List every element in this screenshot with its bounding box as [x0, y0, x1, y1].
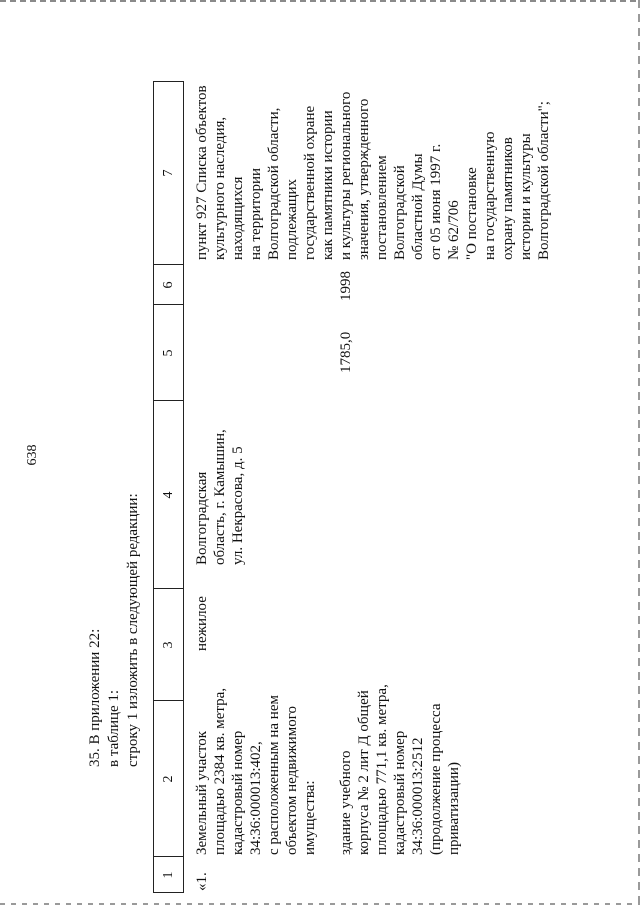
table-header-7: 7: [161, 169, 176, 177]
table-header-5: 5: [161, 349, 176, 357]
note-line: подлежащих: [284, 179, 300, 260]
note-line: от 05 июня 1997 г.: [428, 143, 444, 260]
note-line: № 62/706: [446, 200, 462, 260]
description-line: объектом недвижимого: [284, 706, 300, 855]
note-line: Волгоградской: [392, 165, 408, 260]
note-line: истории и культуры: [518, 133, 534, 260]
table-col-border-3: [153, 588, 183, 589]
description-line: корпуса № 2 лит Д общей: [356, 690, 372, 855]
table-col-border-6: [153, 264, 183, 265]
note-line: пункт 927 Списка объектов: [194, 85, 210, 260]
description-line: 34:36:000013:402,: [248, 741, 264, 855]
table-col-border-2: [153, 700, 183, 701]
table-col-border-4: [153, 400, 183, 401]
note-line: охрану памятников: [500, 137, 516, 260]
table-border-top: [153, 81, 154, 893]
table-header-6: 6: [161, 281, 176, 289]
table-col-border-1: [153, 856, 183, 857]
table-header-4: 4: [161, 491, 176, 499]
note-line: как памятники истории: [320, 110, 336, 260]
description-line: кадастровый номер: [230, 730, 246, 855]
table-header-separator: [183, 81, 184, 893]
description-line: имущества:: [302, 780, 318, 855]
description-line: кадастровый номер: [392, 730, 408, 855]
intro-line-3: строку 1 изложить в следующей редакции:: [125, 493, 141, 767]
note-line: культурного наследия,: [212, 116, 228, 260]
description-line: площадью 2384 кв. метра,: [212, 687, 228, 855]
table-col-border-7: [153, 81, 183, 82]
description-line: приватизации): [446, 762, 462, 855]
table-header-3: 3: [161, 641, 176, 649]
note-line: областной Думы: [410, 153, 426, 260]
description-line: Земельный участок: [194, 730, 210, 855]
note-line: значения, утвержденного: [356, 98, 372, 260]
note-line: Волгоградской области,: [266, 107, 282, 260]
note-line: на государственную: [482, 131, 498, 260]
note-line: и культуры регионального: [338, 91, 354, 260]
table-col-border-5: [153, 304, 183, 305]
note-line: Волгоградской области";: [536, 101, 552, 260]
description-line: 34:36:000013:2512: [410, 737, 426, 855]
note-line: "О постановке: [464, 167, 480, 260]
note-line: государственной охране: [302, 105, 318, 260]
table-header-1: 1: [161, 871, 176, 879]
note-line: находящихся: [230, 176, 246, 260]
description-line: здание учебного: [338, 750, 354, 855]
note-line: на территории: [248, 167, 264, 260]
address-line: Волгоградская: [194, 471, 210, 565]
address-line: область, г. Камышин,: [212, 429, 228, 565]
area-cell: 1785,0: [338, 331, 354, 373]
description-line: (продолжение процесса: [428, 703, 444, 855]
row-number-cell: «1.: [194, 872, 210, 891]
description-line: площадью 771,1 кв. метра,: [374, 684, 390, 855]
intro-line-1: 35. В приложении 22:: [87, 628, 103, 767]
page-number: 638: [25, 444, 40, 466]
address-line: ул. Некрасова, д. 5: [230, 446, 246, 565]
description-line: с расположенным на нем: [266, 695, 282, 855]
note-line: постановлением: [374, 155, 390, 260]
table-header-2: 2: [161, 775, 176, 783]
year-cell: 1998: [338, 271, 354, 301]
intro-line-2: в таблице 1:: [106, 689, 122, 767]
purpose-cell: нежилое: [194, 596, 210, 651]
table-col-border-0: [153, 892, 183, 893]
